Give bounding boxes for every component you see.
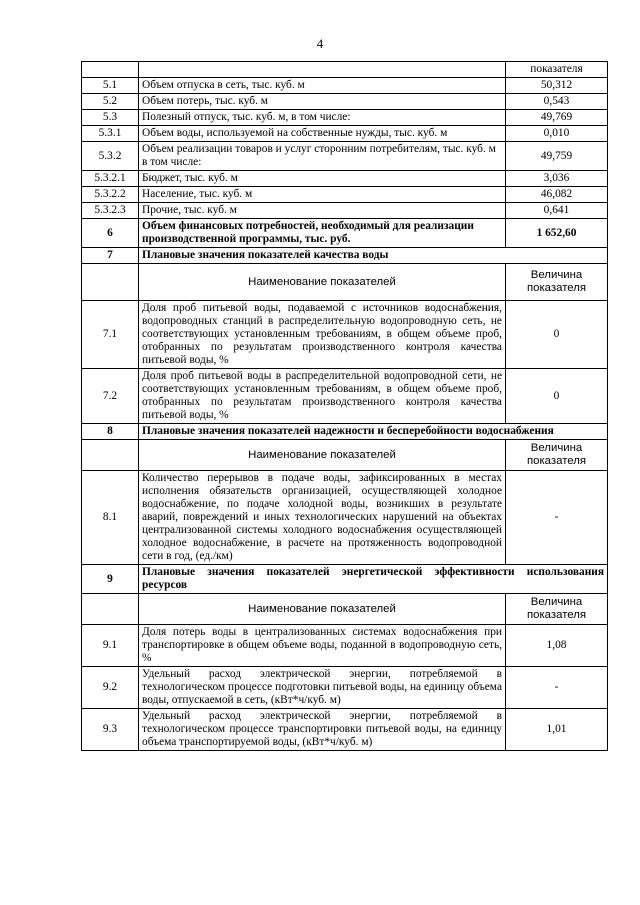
table-row (82, 110, 608, 126)
table-row (82, 94, 608, 110)
column-header-row (82, 264, 608, 301)
row-value: 0 (506, 301, 608, 369)
column-header-name: Наименование показателей (139, 264, 506, 301)
row-name: Объем потерь, тыс. куб. м (139, 94, 506, 110)
row-value: - (506, 667, 608, 709)
row-number: 5.3.2.3 (82, 203, 139, 219)
row-value: 1,01 (506, 709, 608, 751)
section-8-heading (82, 424, 608, 440)
row-value: 49,769 (506, 110, 608, 126)
row-name: Доля потерь воды в централизованных системах водоснабжения при транспортировке в общем объеме воды, поданной в водопроводную сеть, % (139, 625, 506, 667)
row-number: 9.3 (82, 709, 139, 751)
row-name: Полезный отпуск, тыс. куб. м, в том числе: (139, 110, 506, 126)
table-header-continuation (82, 62, 608, 78)
row-name: Прочие, тыс. куб. м (139, 203, 506, 219)
row-name: Объем отпуска в сеть, тыс. куб. м (139, 78, 506, 94)
row-number: 5.1 (82, 78, 139, 94)
row-name: Население, тыс. куб. м (139, 187, 506, 203)
table-row (82, 625, 608, 667)
row-value: 50,312 (506, 78, 608, 94)
table-row (82, 709, 608, 751)
column-header-row (82, 594, 608, 625)
row-number: 5.3.2.1 (82, 171, 139, 187)
column-header-name: Наименование показателей (139, 594, 506, 625)
section-number: 8 (82, 424, 139, 440)
column-header-name: Наименование показателей (139, 440, 506, 471)
table-row (82, 187, 608, 203)
section-7-heading (82, 248, 608, 264)
row-value: 0,010 (506, 126, 608, 142)
row-number: 5.3.2 (82, 142, 139, 171)
section-title: Плановые значения показателей качества воды (139, 248, 608, 264)
row-value: 0,641 (506, 203, 608, 219)
column-header-value: Величина показателя (506, 594, 608, 625)
row-name: Доля проб питьевой воды в распределительной водопроводной сети, не соответствующих установленным требованиям, в общем объеме проб, отобранных по результатам производственного контроля качества питьевой воды, % (139, 369, 506, 424)
row-number: 5.3.2.2 (82, 187, 139, 203)
table-row (82, 78, 608, 94)
table-row (82, 171, 608, 187)
section-number: 9 (82, 565, 139, 594)
row-number: 7.1 (82, 301, 139, 369)
table-row (82, 126, 608, 142)
section-number: 6 (82, 219, 139, 248)
section-title: Плановые значения показателей энергетической эффективности использования ресурсов (139, 565, 608, 594)
row-value: - (506, 471, 608, 565)
column-header-value: Величина показателя (506, 440, 608, 471)
row-number: 5.3.1 (82, 126, 139, 142)
row-value: 0,543 (506, 94, 608, 110)
table-row (82, 203, 608, 219)
row-name: Объем реализации товаров и услуг сторонним потребителям, тыс. куб. м в том числе: (139, 142, 506, 171)
table-row (82, 142, 608, 171)
row-number: 5.2 (82, 94, 139, 110)
section-title: Объем финансовых потребностей, необходимый для реализации производственной программы, тыс. руб. (139, 219, 506, 248)
column-header-row (82, 440, 608, 471)
row-number: 9.1 (82, 625, 139, 667)
row-value: 46,082 (506, 187, 608, 203)
cell-empty (82, 440, 139, 471)
cell-empty (82, 594, 139, 625)
table-row (82, 471, 608, 565)
row-name: Количество перерывов в подаче воды, зафиксированных в местах исполнения обязательств организацией, осуществляющей холодное водоснабжение, по подаче холодной воды, возникших в результате аварий, повреждений и иных технологических нарушений на объектах централизованной системы холодного водоснабжения осуществляющей холодное водоснабжение, в расчете на протяженность водопроводной сети в год, (ед./км) (139, 471, 506, 565)
row-name: Бюджет, тыс. куб. м (139, 171, 506, 187)
table-row (82, 667, 608, 709)
section-6-row (82, 219, 608, 248)
row-number: 8.1 (82, 471, 139, 565)
row-value: 1,08 (506, 625, 608, 667)
row-name: Доля проб питьевой воды, подаваемой с источников водоснабжения, водопроводных станций в распределительную водопроводную сеть, не соответствующих установленным требованиям, в общем объеме проб, отобранных по результатам производственного контроля качества питьевой воды, % (139, 301, 506, 369)
row-value: 49,759 (506, 142, 608, 171)
indicators-table (81, 61, 608, 751)
column-header-value: Величина показателя (506, 264, 608, 301)
row-value: 3,036 (506, 171, 608, 187)
row-name: Удельный расход электрической энергии, потребляемой в технологическом процессе транспортировки питьевой воды, на единицу объема транспортируемой воды, (кВт*ч/куб. м) (139, 709, 506, 751)
cell-empty (82, 264, 139, 301)
row-name: Удельный расход электрической энергии, потребляемой в технологическом процессе подготовки питьевой воды, на единицу объема воды, отпускаемой в сеть, (кВт*ч/куб. м) (139, 667, 506, 709)
row-number: 7.2 (82, 369, 139, 424)
table-row (82, 301, 608, 369)
row-name: Объем воды, используемой на собственные нужды, тыс. куб. м (139, 126, 506, 142)
page-number: 4 (316, 36, 324, 51)
section-9-heading (82, 565, 608, 594)
row-number: 5.3 (82, 110, 139, 126)
cell-empty (139, 62, 506, 78)
table-row (82, 369, 608, 424)
value-column-header: показателя (506, 62, 608, 78)
section-value: 1 652,60 (506, 219, 608, 248)
cell-empty (82, 62, 139, 78)
row-number: 9.2 (82, 667, 139, 709)
section-number: 7 (82, 248, 139, 264)
section-title: Плановые значения показателей надежности и бесперебойности водоснабжения (139, 424, 608, 440)
row-value: 0 (506, 369, 608, 424)
